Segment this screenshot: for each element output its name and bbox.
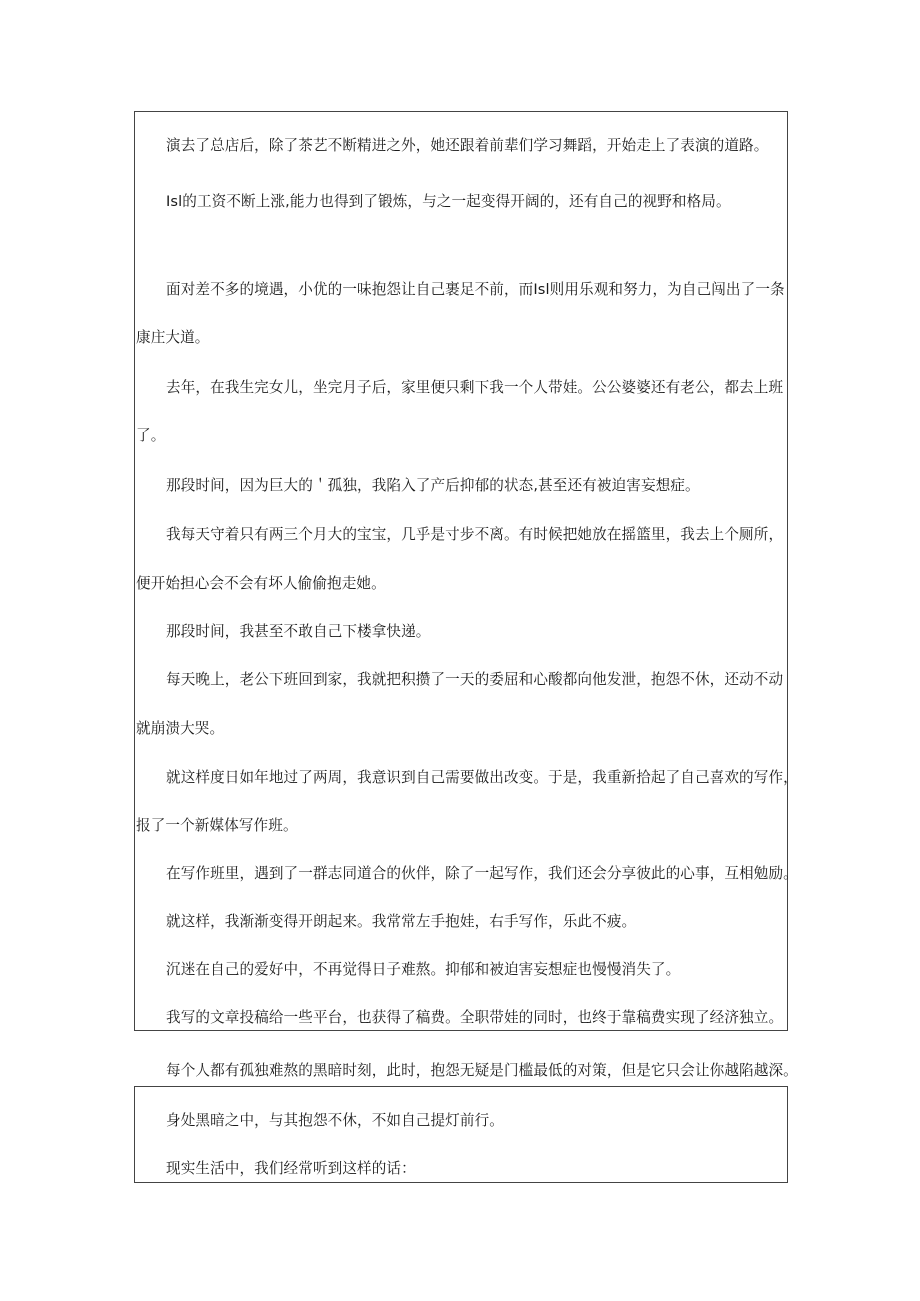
text-frame-main [134,111,788,1031]
paragraph-line: 去年，在我生完女儿，坐完月子后，家里便只剩下我一个人带娃。公公婆婆还有老公，都去上班 [166,379,784,396]
paragraph-line: 报了一个新媒体写作班。 [136,817,298,834]
paragraph-line: 身处黑暗之中，与其抱怨不休，不如自己提灯前行。 [166,1112,504,1129]
paragraph-line: 那段时间，因为巨大的＇孤独，我陷入了产后抑郁的状态,甚至还有被迫害妄想症。 [166,477,700,494]
paragraph-line: 便开始担心会不会有坏人偷偷抱走她。 [136,575,386,592]
paragraph-line: 面对差不多的境遇，小优的一味抱怨让自己裹足不前，而Isl则用乐观和努力，为自己闯出了一条 [166,281,785,298]
paragraph-line: 我每天守着只有两三个月大的宝宝，几乎是寸步不离。有时候把她放在摇篮里，我去上个厕所， [166,526,784,543]
paragraph-line: 了。 [136,427,166,444]
paragraph-line: 在写作班里，遇到了一群志同道合的伙伴，除了一起写作，我们还会分享彼此的心事，互相勉励。 [166,865,798,882]
paragraph-line: 现实生活中，我们经常听到这样的话： [166,1160,416,1177]
paragraph-line: Isl的工资不断上涨,能力也得到了锻炼，与之一起变得开阔的，还有自己的视野和格局。 [166,193,731,210]
paragraph-line: 演去了总店后，除了茶艺不断精进之外，她还跟着前辈们学习舞蹈，开始走上了表演的道路。 [166,137,769,154]
between-paragraph: 每个人都有孤独难熬的黑暗时刻，此时，抱怨无疑是门槛最低的对策，但是它只会让你越陷越深。 [166,1062,798,1079]
paragraph-line: 就崩溃大哭。 [136,720,225,737]
paragraph-line: 我写的文章投稿给一些平台，也获得了稿费。全职带娃的同时，也终于靠稿费实现了经济独立。 [166,1009,784,1026]
paragraph-line: 那段时间，我甚至不敢自己下楼拿快递。 [166,623,431,640]
paragraph-line: 康庄大道。 [136,329,210,346]
paragraph-line: 就这样度日如年地过了两周，我意识到自己需要做出改变。于是，我重新拾起了自己喜欢的写作， [166,769,798,786]
paragraph-line: 沉迷在自己的爱好中，不再觉得日子难熬。抑郁和被迫害妄想症也慢慢消失了。 [166,961,681,978]
paragraph-line: 就这样，我渐渐变得开朗起来。我常常左手抱娃，右手写作，乐此不疲。 [166,913,637,930]
paragraph-line: 每天晚上，老公下班回到家，我就把积攒了一天的委屈和心酸都向他发泄，抱怨不休，还动不动 [166,671,784,688]
